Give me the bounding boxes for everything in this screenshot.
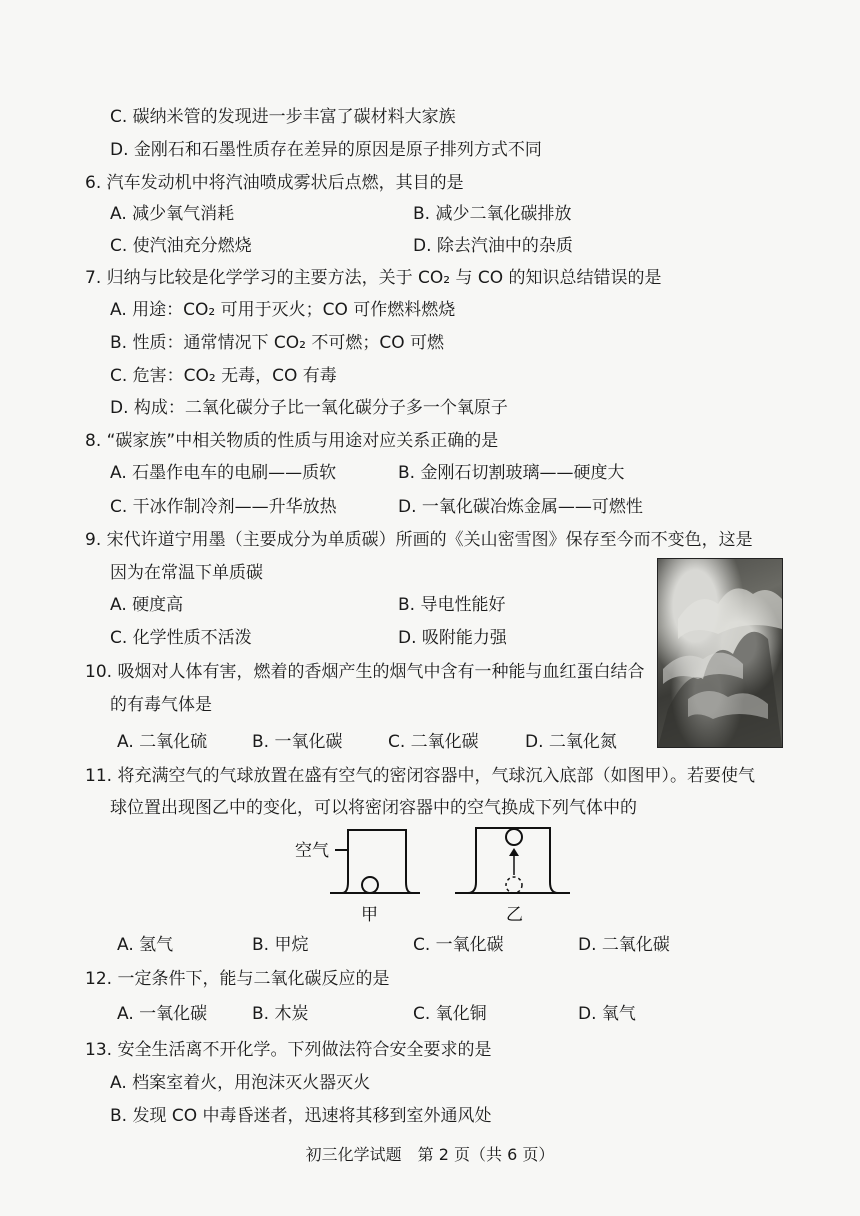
q13-option-b: B. 发现 CO 中毒昏迷者，迅速将其移到室外通风处 xyxy=(110,1106,492,1126)
label-jia: 甲 xyxy=(361,905,378,925)
q12-option-b: B. 木炭 xyxy=(252,1004,309,1024)
question-8: 8. “碳家族”中相关物质的性质与用途对应关系正确的是 xyxy=(85,431,499,451)
balloon-top-yi xyxy=(506,829,522,845)
question-13: 13. 安全生活离不开化学。下列做法符合安全要求的是 xyxy=(85,1040,492,1060)
question-10-line2: 的有毒气体是 xyxy=(110,695,212,715)
q5-option-d: D. 金刚石和石墨性质存在差异的原因是原子排列方式不同 xyxy=(110,140,542,160)
question-7: 7. 归纳与比较是化学学习的主要方法，关于 CO₂ 与 CO 的知识总结错误的是 xyxy=(85,268,662,288)
q9-option-d: D. 吸附能力强 xyxy=(398,628,507,648)
q12-option-d: D. 氧气 xyxy=(578,1004,636,1024)
q11-option-b: B. 甲烷 xyxy=(252,935,309,955)
question-10: 10. 吸烟对人体有害，燃着的香烟产生的烟气中含有一种能与血红蛋白结合 xyxy=(85,662,645,682)
q5-option-c: C. 碳纳米管的发现进一步丰富了碳材料大家族 xyxy=(110,107,456,127)
question-11: 11. 将充满空气的气球放置在盛有空气的密闭容器中，气球沉入底部（如图甲）。若要使气 xyxy=(85,766,755,786)
container-jia xyxy=(330,830,420,893)
balloon-dashed-yi xyxy=(506,877,522,893)
q6-option-c: C. 使汽油充分燃烧 xyxy=(110,236,252,256)
q10-option-a: A. 二氧化硫 xyxy=(117,732,208,752)
q11-option-a: A. 氢气 xyxy=(117,935,174,955)
question-9: 9. 宋代许道宁用墨（主要成分为单质碳）所画的《关山密雪图》保存至今而不变色，这是 xyxy=(85,530,753,550)
q13-option-a: A. 档案室着火，用泡沫灭火器灭火 xyxy=(110,1073,371,1093)
q8-option-b: B. 金刚石切割玻璃——硬度大 xyxy=(398,463,625,483)
q10-option-b: B. 一氧化碳 xyxy=(252,732,343,752)
q6-option-a: A. 减少氧气消耗 xyxy=(110,204,235,224)
q7-option-d: D. 构成：二氧化碳分子比一氧化碳分子多一个氧原子 xyxy=(110,398,508,418)
q6-option-b: B. 减少二氧化碳排放 xyxy=(413,204,572,224)
q12-option-a: A. 一氧化碳 xyxy=(117,1004,208,1024)
container-yi xyxy=(455,828,570,893)
balloon-bottom-jia xyxy=(362,877,378,893)
question-6: 6. 汽车发动机中将汽油喷成雾状后点燃，其目的是 xyxy=(85,173,464,193)
q7-option-b: B. 性质：通常情况下 CO₂ 不可燃；CO 可燃 xyxy=(110,333,444,353)
page-footer: 初三化学试题 第 2 页（共 6 页） xyxy=(305,1145,555,1164)
q7-option-c: C. 危害：CO₂ 无毒，CO 有毒 xyxy=(110,366,337,386)
q10-option-d: D. 二氧化氮 xyxy=(525,732,617,752)
balloon-container-figure xyxy=(290,820,590,940)
q12-option-c: C. 氧化铜 xyxy=(413,1004,487,1024)
question-9-line2: 因为在常温下单质碳 xyxy=(110,563,263,583)
q7-option-a: A. 用途：CO₂ 可用于灭火；CO 可作燃料燃烧 xyxy=(110,300,456,320)
guanshan-snow-painting xyxy=(657,558,783,748)
q6-option-d: D. 除去汽油中的杂质 xyxy=(413,236,573,256)
q9-option-c: C. 化学性质不活泼 xyxy=(110,628,252,648)
q9-option-a: A. 硬度高 xyxy=(110,595,184,615)
q10-option-c: C. 二氧化碳 xyxy=(388,732,479,752)
q8-option-c: C. 干冰作制冷剂——升华放热 xyxy=(110,497,337,517)
q11-option-d: D. 二氧化碳 xyxy=(578,935,670,955)
question-12: 12. 一定条件下，能与二氧化碳反应的是 xyxy=(85,969,390,989)
question-11-line2: 球位置出现图乙中的变化，可以将密闭容器中的空气换成下列气体中的 xyxy=(110,798,637,818)
q9-option-b: B. 导电性能好 xyxy=(398,595,506,615)
q8-option-d: D. 一氧化碳冶炼金属——可燃性 xyxy=(398,497,643,517)
label-yi: 乙 xyxy=(506,905,523,925)
q11-option-c: C. 一氧化碳 xyxy=(413,935,504,955)
q8-option-a: A. 石墨作电车的电刷——质软 xyxy=(110,463,337,483)
air-label: 空气 xyxy=(295,841,329,861)
